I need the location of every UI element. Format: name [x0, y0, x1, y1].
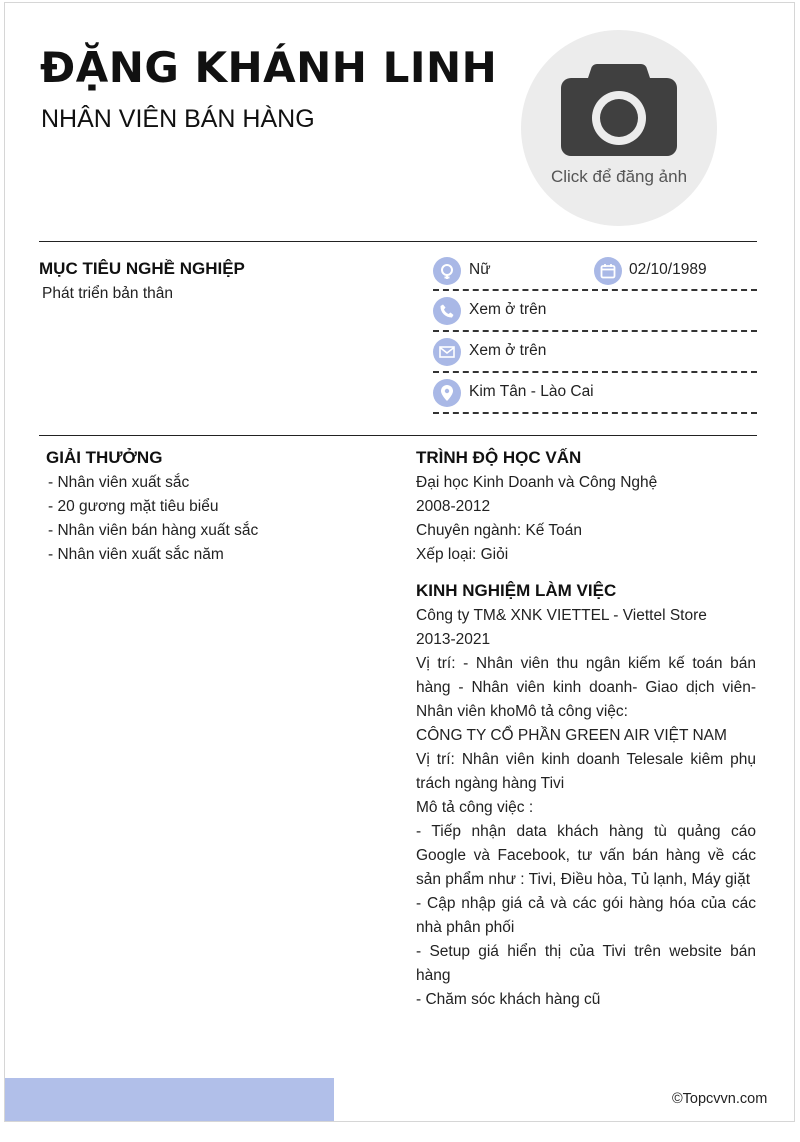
copyright-text: ©Topcvvn.com — [672, 1091, 768, 1107]
row-divider — [433, 330, 757, 332]
divider — [39, 241, 757, 242]
study-period: 2008-2012 — [416, 498, 491, 515]
address-value: Kim Tân - Lào Cai — [469, 383, 594, 400]
divider — [39, 435, 757, 436]
info-row-phone — [433, 292, 757, 332]
gender-icon — [433, 257, 461, 285]
job-title: NHÂN VIÊN BÁN HÀNG — [41, 105, 315, 133]
duty-item: - Tiếp nhận data khách hàng tù quảng cáo Google và Facebook, tư vấn bán hàng về các sản phẩm như : Tivi, Điều hòa, Tủ lạnh, Máy giặt — [416, 823, 756, 888]
row-divider — [433, 412, 757, 414]
photo-upload[interactable] — [521, 30, 717, 226]
list-item: - Nhân viên xuất sắc năm — [48, 546, 224, 563]
company-name: CÔNG TY CỔ PHẦN GREEN AIR VIỆT NAM — [416, 727, 727, 744]
candidate-name: ĐẶNG KHÁNH LINH — [40, 43, 498, 92]
description-label: Mô tả công việc : — [416, 799, 534, 816]
phone-value: Xem ở trên — [469, 301, 547, 318]
phone-icon — [433, 297, 461, 325]
gender-value: Nữ — [469, 261, 491, 278]
duty-item: - Cập nhập giá cả và các gói hàng hóa của các nhà phân phối — [416, 895, 756, 936]
duty-item: - Chăm sóc khách hàng cũ — [416, 991, 601, 1008]
position-text: Vị trí: Nhân viên kinh doanh Telesale kiêm phụ trách ngàng hàng Tivi — [416, 751, 756, 792]
education-block — [416, 471, 657, 567]
row-divider — [433, 289, 757, 291]
experience-heading: KINH NGHIỆM LÀM VIỆC — [416, 581, 617, 600]
cv-page — [4, 2, 795, 1122]
email-icon — [433, 338, 461, 366]
education-heading: TRÌNH ĐỘ HỌC VẤN — [416, 448, 582, 467]
location-icon — [433, 379, 461, 407]
footer-accent-bar — [5, 1078, 334, 1122]
awards-heading: GIẢI THƯỞNG — [46, 448, 163, 467]
company-name: Công ty TM& XNK VIETTEL - Viettel Store — [416, 607, 707, 624]
experience-block — [416, 604, 756, 1012]
camera-icon — [559, 58, 679, 162]
work-period: 2013-2021 — [416, 631, 491, 648]
awards-list — [48, 471, 258, 567]
photo-caption: Click để đăng ảnh — [550, 167, 688, 186]
list-item: - 20 gương mặt tiêu biểu — [48, 498, 219, 515]
birthday-value: 02/10/1989 — [629, 261, 707, 278]
list-item: - Nhân viên xuất sắc — [48, 474, 190, 491]
list-item: - Nhân viên bán hàng xuất sắc — [48, 522, 259, 539]
position-text: Vị trí: - Nhân viên thu ngân kiếm kế toán bán hàng - Nhân viên kinh doanh- Giao dịch viên- Nhân viên khoMô tả công việc: — [416, 655, 756, 720]
objective-heading: MỤC TIÊU NGHỀ NGHIỆP — [39, 259, 245, 278]
email-value: Xem ở trên — [469, 342, 547, 359]
duty-item: - Setup giá hiển thị của Tivi trên website bán hàng — [416, 943, 756, 984]
info-row-address — [433, 374, 757, 414]
row-divider — [433, 371, 757, 373]
objective-text: Phát triển bản thân — [42, 285, 173, 302]
grade: Xếp loại: Giỏi — [416, 546, 509, 563]
info-row-email — [433, 333, 757, 373]
major: Chuyên ngành: Kế Toán — [416, 522, 583, 539]
school-name: Đại học Kinh Doanh và Công Nghệ — [416, 474, 658, 491]
calendar-icon — [594, 257, 622, 285]
info-row-gender-birthday — [433, 251, 757, 291]
